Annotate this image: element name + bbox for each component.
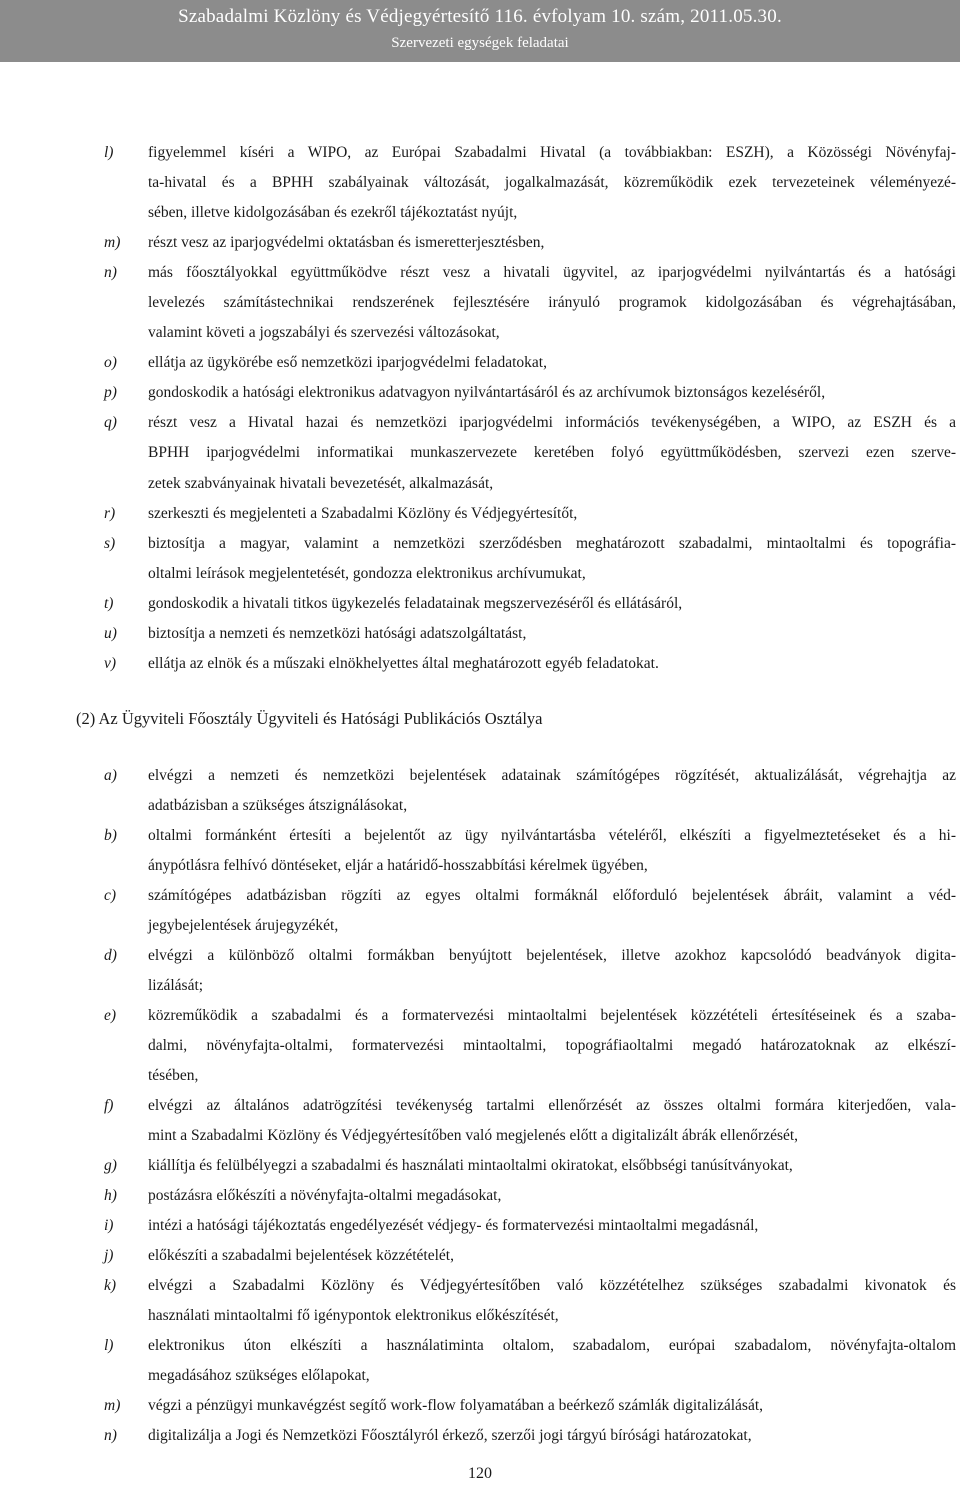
- list-item-label: n): [104, 1427, 117, 1444]
- list-item-text-line: oltalmi leírások megjelentetését, gondozza elektronikus archívumukat,: [148, 564, 586, 582]
- list-item-label: h): [104, 1187, 117, 1204]
- list-item-text-line: kiállítja és felülbélyegzi a szabadalmi és használati mintaoltalmi okiratokat, elsőbbségi tanúsítványokat,: [148, 1157, 793, 1174]
- header-subtitle: Szervezeti egységek feladatai: [391, 35, 569, 51]
- list-item-text-line: levelezés számítástechnikai rendszerének fejlesztésére irányuló programok kidolgozásában és végrehajtásában,: [148, 294, 956, 312]
- list-item-text-line: mint a Szabadalmi Közlöny és Védjegyértesítőben való megjelenés előtt a digitalizált ábrák ellenőrzését,: [148, 1127, 799, 1144]
- page-number: 120: [468, 1465, 492, 1482]
- list-item-label: l): [104, 144, 114, 161]
- list-item-text-line: részt vesz a Hivatal hazai és nemzetközi iparjogvédelmi információs tevékenységében, a WIPO, az ESZH és a: [148, 414, 956, 432]
- list-item-label: g): [104, 1157, 117, 1174]
- list-item-text-line: elvégzi a nemzeti és nemzetközi bejelentések adatainak számítógépes rögzítését, aktualizálását, végrehajtja az: [148, 767, 956, 784]
- list-item-label: n): [104, 264, 117, 282]
- list-item-text-line: részt vesz az iparjogvédelmi oktatásban és ismeretterjesztésben,: [148, 234, 545, 252]
- list-item-label: v): [104, 654, 117, 672]
- list-item-label: m): [104, 234, 121, 252]
- list-item-text-line: más főosztályokkal együttműködve részt vesz a hivatali ügyvitel, az iparjogvédelmi nyilvántartás és a hatósági: [148, 264, 956, 282]
- list-item-label: a): [104, 767, 117, 784]
- list-item-text-line: oltalmi formánként értesíti a bejelentőt az ügy nyilvántartásba vételéről, elkészíti a figyelmeztetéseket és a hi-: [148, 827, 956, 844]
- running-header: [0, 0, 960, 62]
- list-item-text-line: dalmi, növényfajta-oltalmi, formatervezési mintaoltalmi, topográfiaoltalmi megadó határozatoknak az elkészí-: [148, 1037, 956, 1054]
- list-item-text-line: elvégzi az általános adatrögzítési tevékenység tartalmi ellenőrzését az összes oltalmi formára kiterjedően, vala-: [148, 1097, 956, 1114]
- list-item-text-line: elvégzi a Szabadalmi Közlöny és Védjegyértesítőben való közzétételhez szükséges szabadalmi kivonatok és: [148, 1277, 956, 1294]
- list-item-text-line: számítógépes adatbázisban rögzíti az egyes oltalmi formáknál előforduló bejelentések ábráit, valamint a véd-: [148, 887, 956, 904]
- list-item-text-line: biztosítja a nemzeti és nemzetközi hatósági adatszolgáltatást,: [148, 624, 527, 642]
- list-item-text-line: jegybejelentések árujegyzékét,: [148, 917, 339, 934]
- list-item-text-line: használati mintaoltalmi fő igénypontok elektronikus előkészítését,: [148, 1307, 559, 1324]
- list-item-text-line: digitalizálja a Jogi és Nemzetközi Főosztályról érkező, szerzői jogi tárgyú bírósági határozatokat,: [148, 1427, 752, 1444]
- list-item-text-line: figyelemmel kíséri a WIPO, az Európai Szabadalmi Hivatal (a továbbiakban: ESZH), a Közösségi Növényfaj-: [148, 144, 956, 161]
- list-item-text-line: valamint követi a jogszabályi és szervezési változásokat,: [148, 324, 500, 342]
- list-item-label: u): [104, 624, 117, 642]
- list-item-label: s): [104, 534, 116, 552]
- list-item-text-line: adatbázisban a szükséges átszignálásokat,: [148, 797, 408, 814]
- header-title: Szabadalmi Közlöny és Védjegyértesítő 116. évfolyam 10. szám, 2011.05.30.: [178, 6, 782, 27]
- list-item-label: e): [104, 1007, 117, 1024]
- list-item-label: t): [104, 594, 114, 612]
- list-item-text-line: intézi a hatósági tájékoztatás engedélyezését védjegy- és formatervezési mintaoltalmi megadásnál,: [148, 1217, 759, 1234]
- list-item-label: j): [104, 1247, 114, 1264]
- list-item-label: o): [104, 354, 117, 372]
- list-item-label: m): [104, 1397, 121, 1414]
- list-item-text-line: ellátja az ügykörébe eső nemzetközi iparjogvédelmi feladatokat,: [148, 354, 547, 372]
- list-item-text-line: megadásához szükséges előlapokat,: [148, 1367, 370, 1384]
- list-item-text-line: sében, illetve kidolgozásában és ezekről tájékoztatást nyújt,: [148, 204, 518, 222]
- list-item-text-line: elvégzi a különböző oltalmi formákban benyújtott bejelentések, illetve azokhoz kapcsolódó beadványok digita-: [148, 947, 956, 964]
- list-item-text-line: lizálását;: [148, 977, 204, 994]
- list-item-text-line: elektronikus úton elkészíti a használatiminta oltalom, szabadalom, európai szabadalom, növényfajta-oltalom: [148, 1337, 956, 1354]
- list-item-label: r): [104, 504, 116, 522]
- list-item-text-line: ta-hivatal és a BPHH szabályainak változását, jogalkalmazását, közreműködik ezek tervezeteinek véleményezé-: [148, 174, 956, 192]
- list-item-text-line: gondoskodik a hivatali titkos ügykezelés feladatainak megszervezéséről és ellátásáról,: [148, 594, 683, 612]
- list-item-text-line: végzi a pénzügyi munkavégzést segítő work-flow folyamatában a beérkező számlák digitalizálását,: [148, 1397, 764, 1414]
- list-item-text-line: biztosítja a magyar, valamint a nemzetközi szerződésben meghatározott szabadalmi, mintaoltalmi és topográfia-: [148, 534, 956, 552]
- list-item-text-line: zetek szabványainak hivatali bevezetését, alkalmazását,: [148, 474, 494, 492]
- list-item-text-line: szerkeszti és megjelenteti a Szabadalmi Közlöny és Védjegyértesítőt,: [148, 504, 578, 522]
- list-item-label: b): [104, 827, 117, 844]
- list-item-label: k): [104, 1277, 117, 1294]
- list-item-text-line: postázásra előkészíti a növényfajta-oltalmi megadásokat,: [148, 1187, 502, 1204]
- list-item-text-line: BPHH iparjogvédelmi informatikai munkaszervezete keretében folyó együttműködésben, szervezi ezen szerve-: [148, 444, 956, 462]
- section-heading: (2) Az Ügyviteli Főosztály Ügyviteli és Hatósági Publikációs Osztálya: [76, 709, 543, 728]
- list-item-text-line: előkészíti a szabadalmi bejelentések közzétételét,: [148, 1247, 454, 1264]
- list-item-label: q): [104, 414, 117, 432]
- list-item-label: i): [104, 1217, 114, 1234]
- list-item-text-line: ánypótlásra felhívó döntéseket, eljár a határidő-hosszabbítási kérelmek ügyében,: [148, 857, 648, 874]
- list-item-text-line: ellátja az elnök és a műszaki elnökhelyettes által meghatározott egyéb feladatokat.: [148, 654, 659, 672]
- list-item-text-line: tésében,: [148, 1067, 199, 1084]
- list-item-label: f): [104, 1097, 114, 1114]
- list-item-text-line: gondoskodik a hatósági elektronikus adatvagyon nyilvántartásáról és az archívumok biztonságos kezeléséről,: [148, 384, 826, 402]
- list-item-label: c): [104, 887, 117, 904]
- list-item-text-line: közreműködik a szabadalmi és a formatervezési mintaoltalmi bejelentések közzétételi értesítéseinek és a szaba-: [148, 1007, 956, 1024]
- list-item-label: l): [104, 1337, 114, 1354]
- list-item-label: p): [104, 384, 117, 402]
- list-item-label: d): [104, 947, 117, 964]
